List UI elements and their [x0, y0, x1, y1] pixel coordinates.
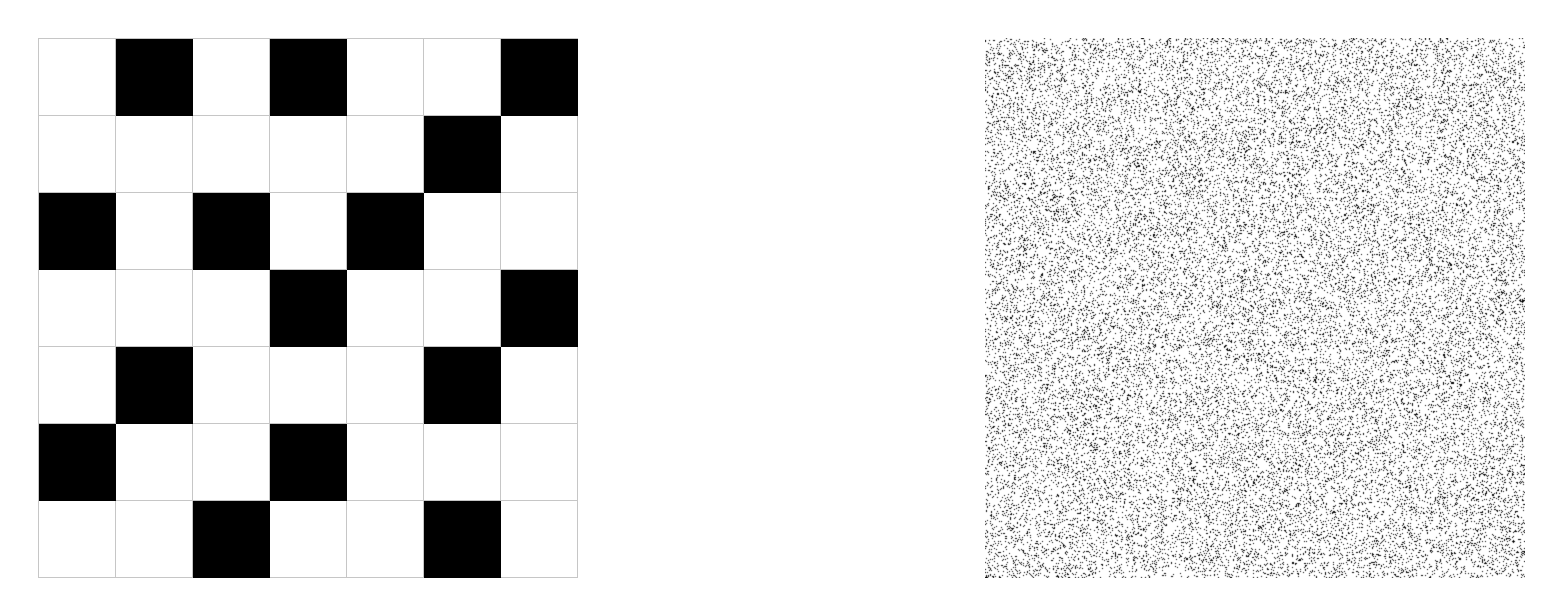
grid-cell-empty	[424, 193, 501, 270]
grid-cell-empty	[193, 39, 270, 116]
grid-cell-empty	[193, 116, 270, 193]
grid-cell-empty	[270, 347, 347, 424]
grid-cell-empty	[116, 424, 193, 501]
grid-cell-empty	[116, 116, 193, 193]
grid-cell-empty	[39, 39, 116, 116]
grid-cell-empty	[424, 270, 501, 347]
grid-cell-empty	[39, 501, 116, 578]
grid-cell-empty	[347, 501, 424, 578]
grid-cell-filled	[193, 501, 270, 578]
grid-cell-empty	[347, 424, 424, 501]
grid-cell-filled	[39, 193, 116, 270]
grid-cell-empty	[501, 424, 578, 501]
grid-cell-filled	[39, 424, 116, 501]
grid-cell-empty	[116, 193, 193, 270]
grid-cell-empty	[39, 116, 116, 193]
grid-cell-empty	[501, 347, 578, 424]
noise-panel	[985, 38, 1525, 578]
grid-cell-empty	[501, 501, 578, 578]
noise-texture	[985, 38, 1525, 578]
grid-cell-empty	[347, 347, 424, 424]
grid-cell-empty	[193, 347, 270, 424]
grid-cell-empty	[116, 270, 193, 347]
grid-cell-filled	[116, 347, 193, 424]
grid-cell-empty	[270, 193, 347, 270]
grid-cell-filled	[501, 270, 578, 347]
grid-cell-empty	[116, 501, 193, 578]
grid-cell-filled	[347, 193, 424, 270]
grid-cell-empty	[39, 270, 116, 347]
grid-cell-empty	[270, 501, 347, 578]
pattern-grid	[38, 38, 578, 578]
grid-cell-empty	[39, 347, 116, 424]
grid-cell-filled	[424, 116, 501, 193]
grid-cell-filled	[270, 270, 347, 347]
grid-cell-empty	[501, 116, 578, 193]
grid-cell-empty	[347, 39, 424, 116]
grid-cell-empty	[424, 424, 501, 501]
grid-cell-empty	[270, 116, 347, 193]
grid-cell-filled	[116, 39, 193, 116]
grid-cell-empty	[424, 39, 501, 116]
grid-cell-empty	[347, 116, 424, 193]
grid-cell-filled	[270, 424, 347, 501]
grid-cell-filled	[193, 193, 270, 270]
grid-cell-empty	[501, 193, 578, 270]
grid-cell-empty	[193, 270, 270, 347]
grid-cell-filled	[424, 347, 501, 424]
grid-cell-filled	[501, 39, 578, 116]
grid-cell-empty	[347, 270, 424, 347]
grid-cell-filled	[270, 39, 347, 116]
grid-cell-filled	[424, 501, 501, 578]
grid-cell-empty	[193, 424, 270, 501]
